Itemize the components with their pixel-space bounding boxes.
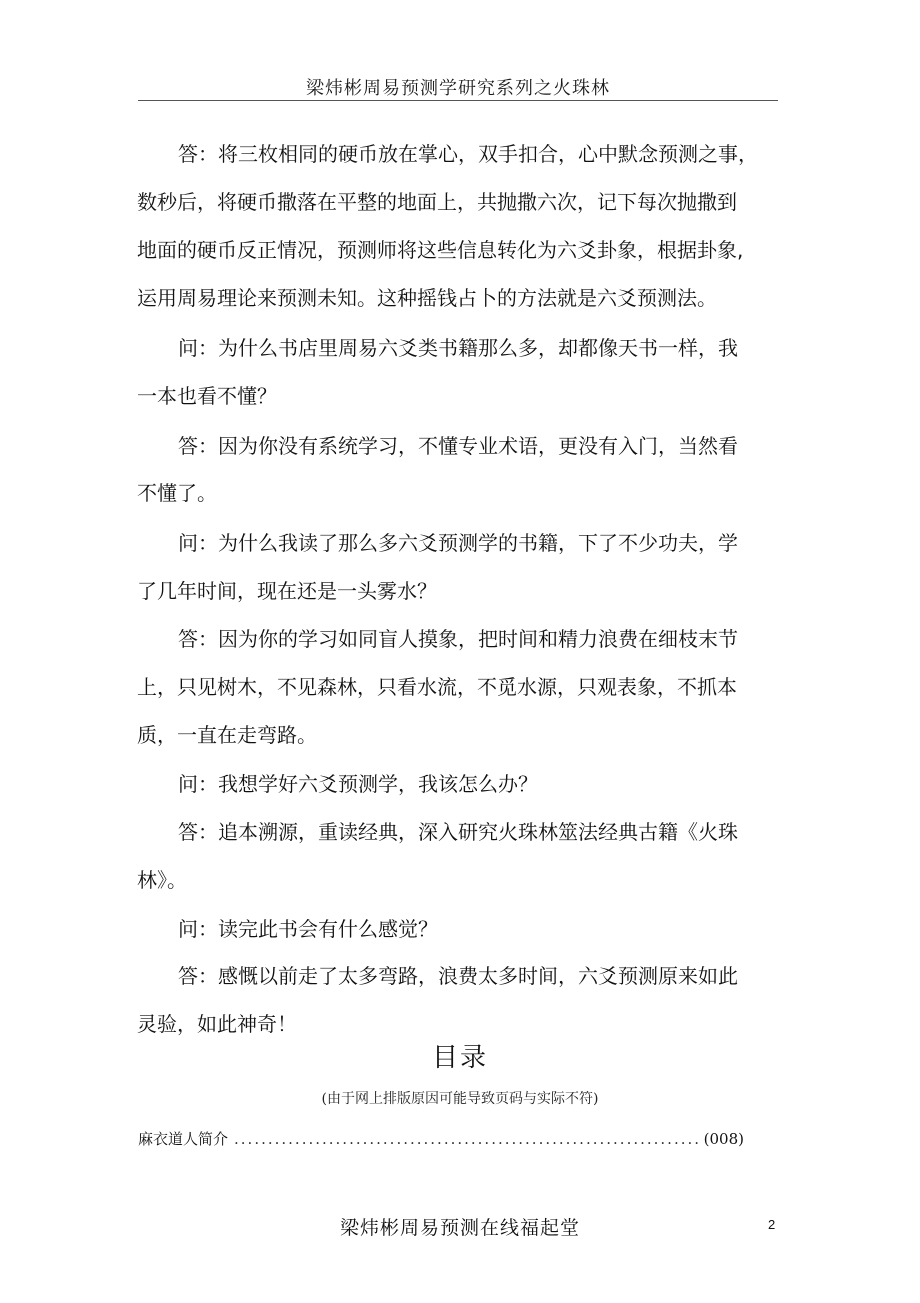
toc-title: 目录: [431, 1043, 488, 1073]
text-line: 灵验，如此神奇！: [137, 1012, 297, 1036]
text-line: 问：读完此书会有什么感觉？: [178, 917, 438, 941]
toc-entry[interactable]: [138, 1128, 744, 1150]
text-line: 答：感慨以前走了太多弯路，浪费太多时间，六爻预测原来如此: [178, 964, 738, 988]
text-line: 问：为什么书店里周易六爻类书籍那么多，却都像天书一样，我: [178, 336, 738, 360]
text-line: 答：因为你的学习如同盲人摸象，把时间和精力浪费在细枝末节: [178, 627, 738, 651]
text-line: 问：为什么我读了那么多六爻预测学的书籍，下了不少功夫，学: [178, 531, 738, 555]
text-line: 上，只见树木，不见森林，只看水流，不觅水源，只观表象，不抓本: [137, 675, 737, 699]
toc-leader-dots: [234, 1130, 698, 1148]
toc-entry-page: (008): [703, 1130, 744, 1148]
text-line: 了几年时间，现在还是一头雾水？: [137, 579, 437, 603]
running-header: [138, 70, 778, 101]
text-line: 地面的硬币反正情况，预测师将这些信息转化为六爻卦象，根据卦象,: [137, 238, 744, 262]
text-line: 一本也看不懂？: [137, 384, 277, 408]
toc-entry-label: 麻衣道人简介: [138, 1130, 229, 1148]
text-line: 答：将三枚相同的硬币放在掌心，双手扣合，心中默念预测之事，: [178, 142, 758, 166]
text-line: 质，一直在走弯路。: [137, 723, 317, 747]
text-line: 林》。: [137, 868, 187, 892]
text-line: 答：因为你没有系统学习，不懂专业术语，更没有入门，当然看: [178, 434, 738, 458]
footer-title: 梁炜彬周易预测在线福起堂: [339, 1217, 580, 1239]
text-line: 问：我想学好六爻预测学，我该怎么办？: [178, 772, 538, 796]
toc-note: (由于网上排版原因可能导致页码与实际不符): [321, 1091, 599, 1107]
header-title: 梁炜彬周易预测学研究系列之火珠林: [306, 78, 610, 99]
text-line: 答：追本溯源，重读经典，深入研究火珠林筮法经典古籍《火珠: [178, 820, 738, 844]
page-number: 2: [768, 1217, 776, 1232]
text-line: 不懂了。: [137, 481, 217, 505]
text-line: 数秒后，将硬币撒落在平整的地面上，共抛撒六次，记下每次抛撒到: [137, 190, 737, 214]
text-line: 运用周易理论来预测未知。这种摇钱占卜的方法就是六爻预测法。: [137, 286, 717, 310]
